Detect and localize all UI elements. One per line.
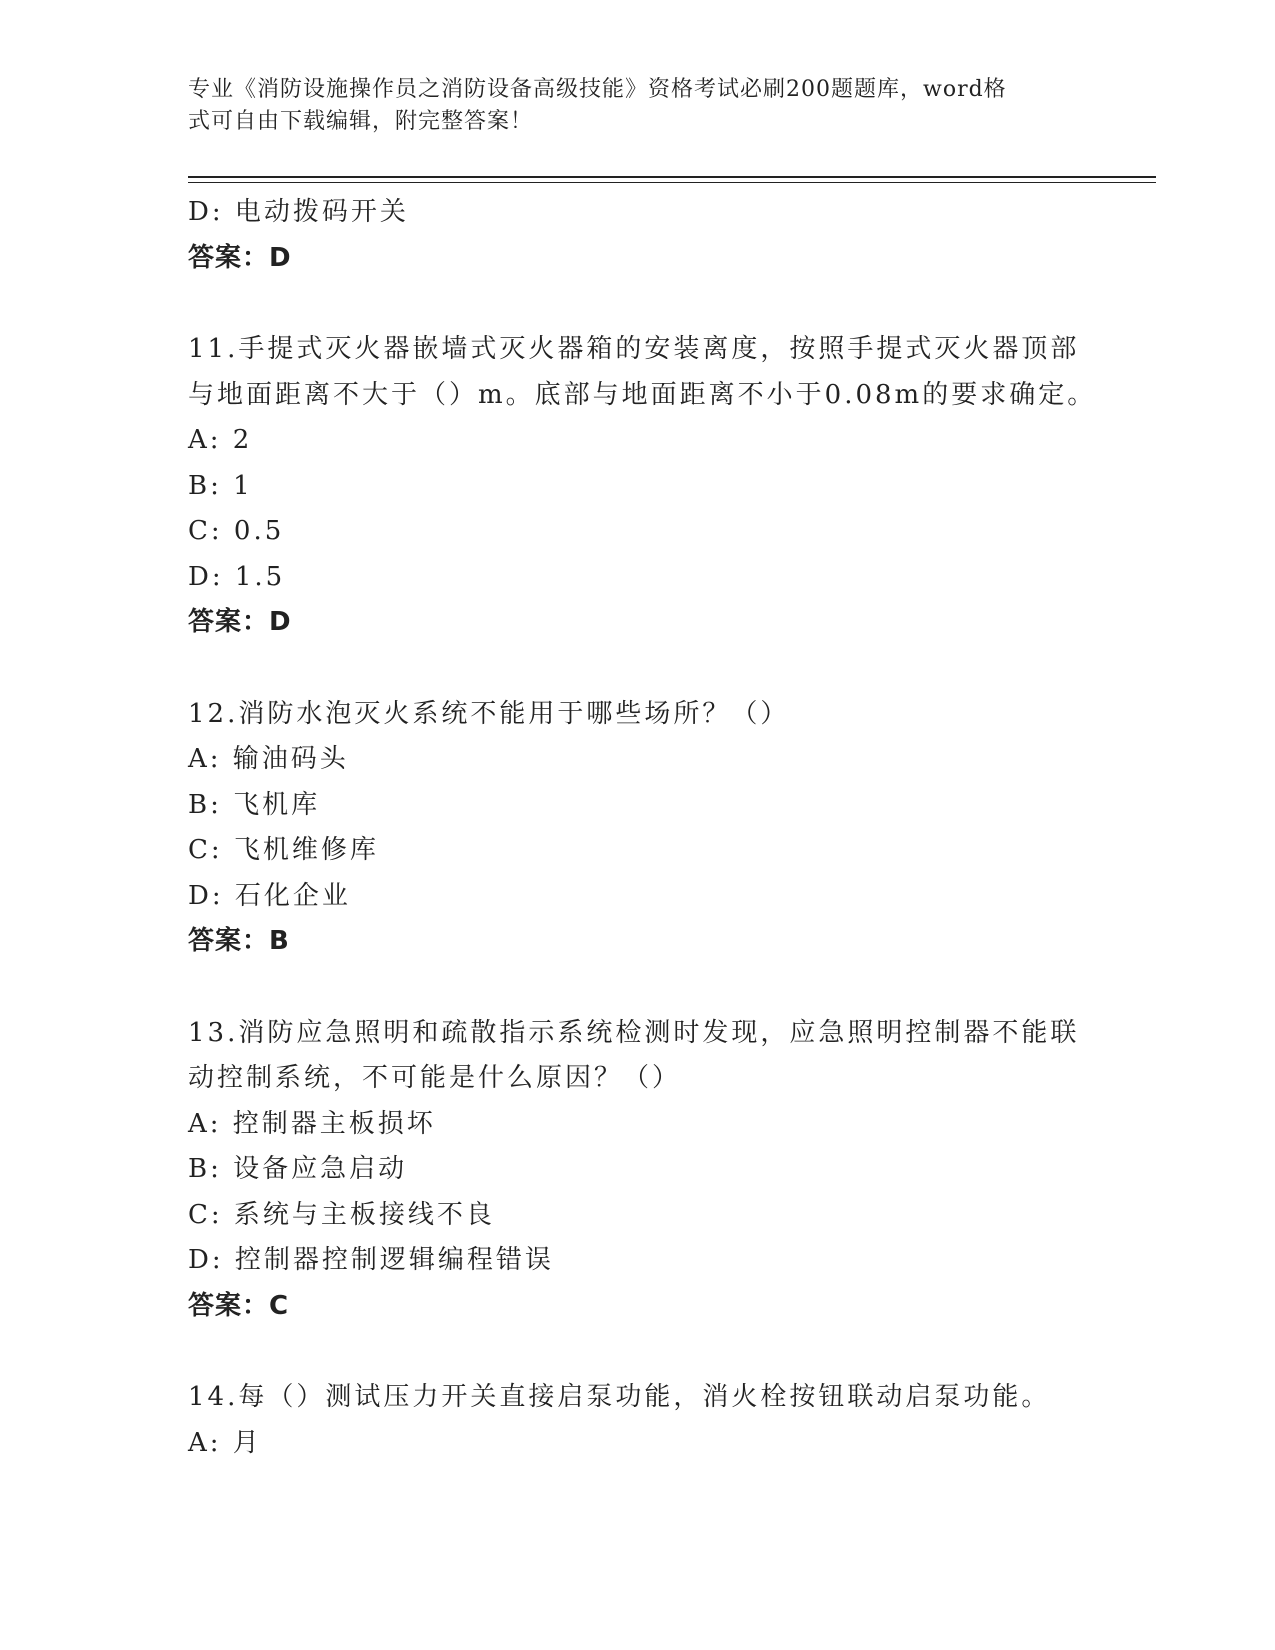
option-d: D: 石化企业	[188, 880, 351, 911]
question-spacer	[188, 281, 1088, 327]
option-a: A: 月	[188, 1427, 262, 1458]
question-stem: 11.手提式灭火器嵌墙式灭火器箱的安装离度，按照手提式灭火器顶部	[188, 334, 1080, 364]
question-10-tail	[188, 190, 1088, 281]
question-12	[188, 692, 1088, 965]
option-d: D: 1.5	[188, 561, 286, 592]
question-stem: 13.消防应急照明和疏散指示系统检测时发现，应急照明控制器不能联	[188, 1017, 1080, 1048]
option-d: D: 电动拨码开关	[188, 197, 409, 227]
question-spacer	[188, 1329, 1088, 1375]
option-c: C: 飞机维修库	[188, 835, 379, 865]
question-list	[188, 190, 1097, 1466]
question-13	[188, 1011, 1088, 1330]
option-a: A: 输油码头	[188, 744, 349, 774]
header-divider-thick	[188, 176, 1156, 178]
question-spacer	[188, 646, 1088, 692]
option-c: C: 系统与主板接线不良	[188, 1199, 495, 1230]
question-stem: 与地面距离不大于（）m。底部与地面距离不小于0.08m的要求确定。	[188, 379, 1097, 410]
option-a: A: 控制器主板损坏	[188, 1108, 436, 1139]
header-line-2: 式可自由下载编辑，附完整答案！	[188, 109, 534, 134]
option-b: B: 飞机库	[188, 789, 321, 820]
answer-line: 答案：C	[188, 1290, 290, 1321]
option-b: B: 设备应急启动	[188, 1154, 408, 1184]
question-stem: 动控制系统，不可能是什么原因？（）	[188, 1063, 682, 1093]
header-divider-thin	[188, 182, 1156, 183]
question-14	[188, 1375, 1088, 1466]
answer-line: 答案：B	[188, 926, 290, 956]
question-11	[188, 327, 1097, 646]
answer-line: 答案：D	[188, 242, 292, 273]
question-stem: 12.消防水泡灭火系统不能用于哪些场所？（）	[188, 698, 790, 729]
option-c: C: 0.5	[188, 516, 285, 546]
answer-line: 答案：D	[188, 607, 292, 637]
header-line-1: 专业《消防设施操作员之消防设备高级技能》资格考试必刷200题题库，word格	[188, 77, 1007, 102]
option-d: D: 控制器控制逻辑编程错误	[188, 1245, 554, 1275]
question-stem: 14.每（）测试压力开关直接启泵功能，消火栓按钮联动启泵功能。	[188, 1382, 1051, 1412]
question-spacer	[188, 965, 1088, 1011]
option-b: B: 1	[188, 470, 253, 501]
document-header	[188, 74, 1068, 138]
option-a: A: 2	[188, 425, 253, 455]
